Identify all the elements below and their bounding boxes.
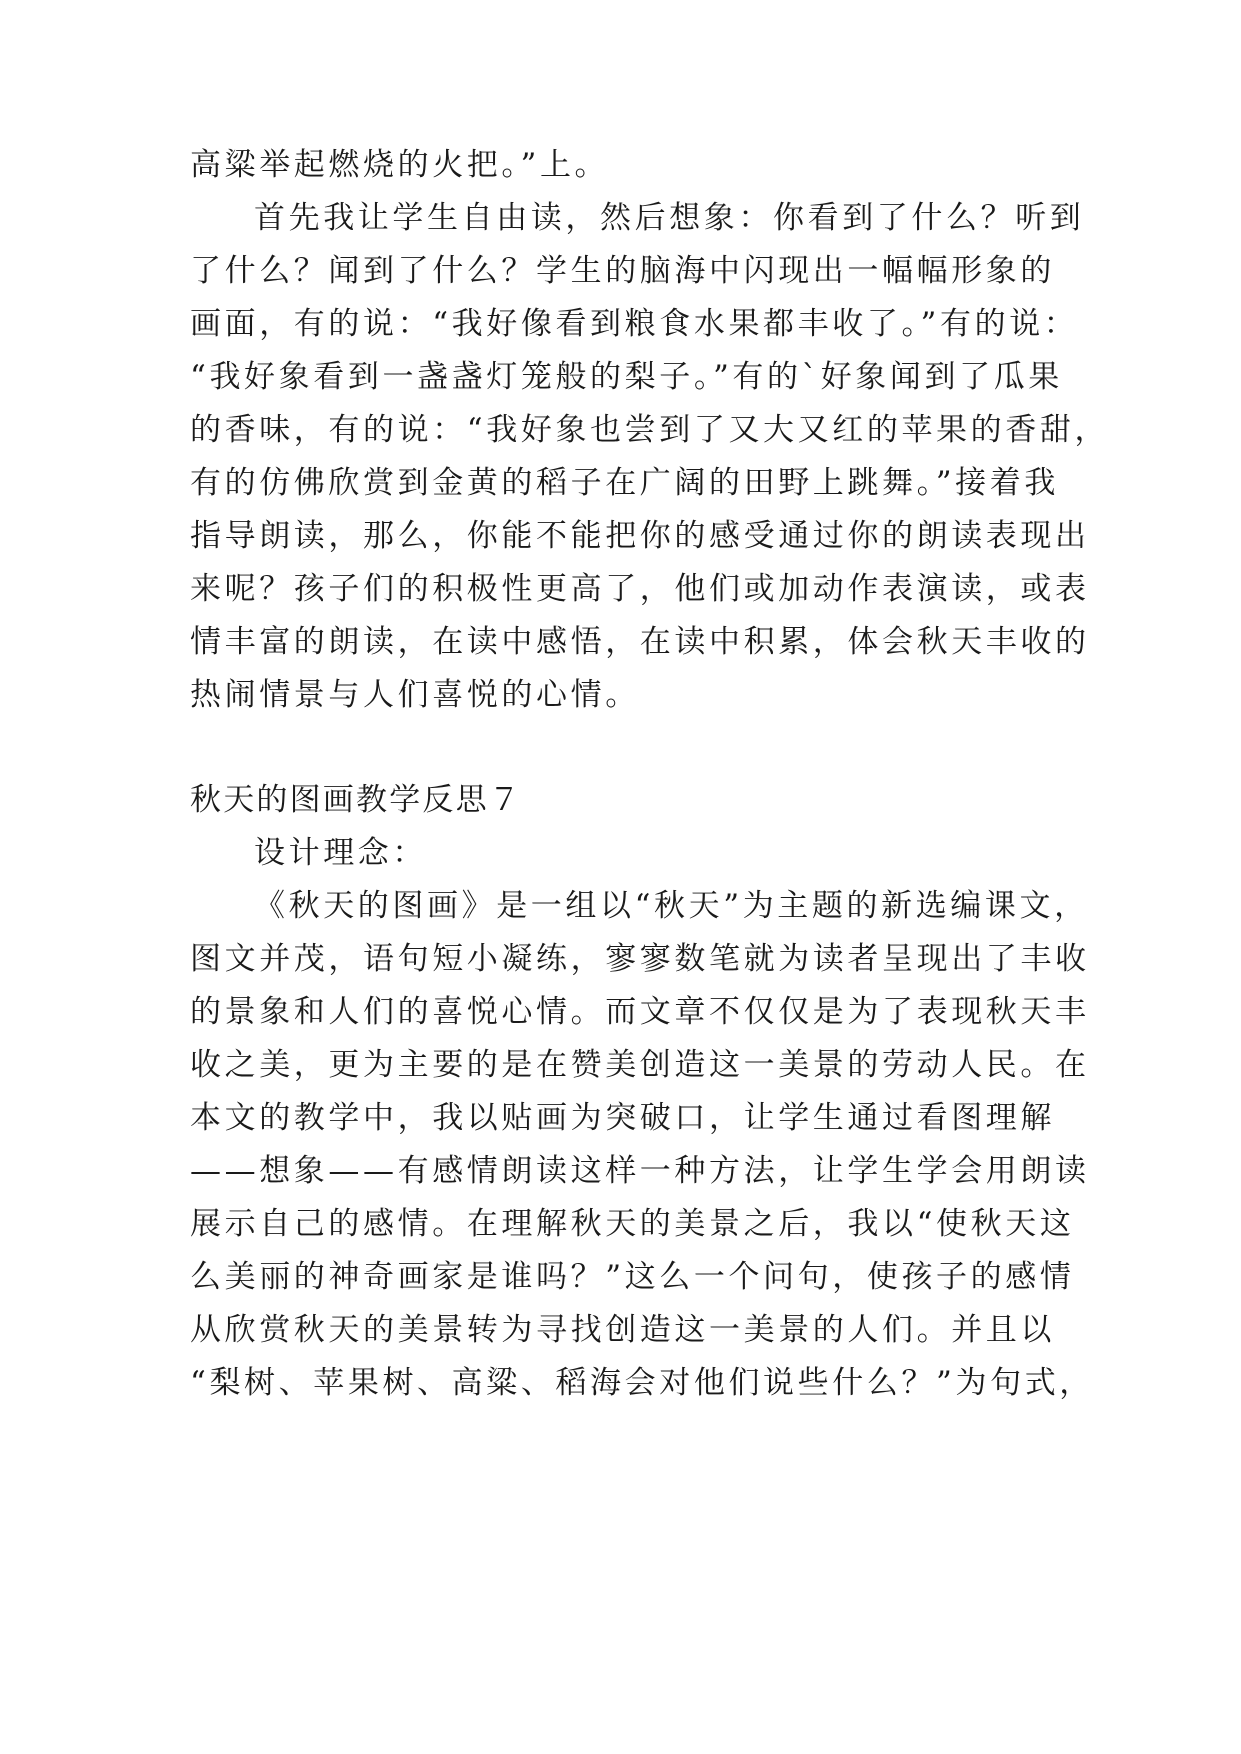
paragraph-line: 本文的教学中，我以贴画为突破口，让学生通过看图理解 (190, 1100, 1055, 1136)
paragraph-line: 图文并茂，语句短小凝练，寥寥数笔就为读者呈现出了丰收 (190, 941, 1090, 977)
paragraph-line: 展示自己的感情。在理解秋天的美景之后，我以“使秋天这 (190, 1206, 1075, 1242)
paragraph-line: 来呢？孩子们的积极性更高了，他们或加动作表演读，或表 (190, 571, 1090, 607)
paragraph-line: “梨树、苹果树、高粱、稻海会对他们说些什么？”为句式， (190, 1365, 1094, 1401)
paragraph-line: 热闹情景与人们喜悦的心情。 (190, 677, 640, 713)
paragraph-line: 么美丽的神奇画家是谁吗？”这么一个问句，使孩子的感情 (190, 1259, 1075, 1295)
paragraph-line: 从欣赏秋天的美景转为寻找创造这一美景的人们。并且以 (190, 1312, 1055, 1348)
section-subtitle: 设计理念： (254, 835, 427, 871)
paragraph-line: 了什么？闻到了什么？学生的脑海中闪现出一幅幅形象的 (190, 253, 1055, 289)
paragraph-line: 指导朗读，那么，你能不能把你的感受通过你的朗读表现出 (190, 518, 1090, 554)
paragraph-line: 收之美，更为主要的是在赞美创造这一美景的劳动人民。在 (190, 1047, 1090, 1083)
paragraph-line: 有的仿佛欣赏到金黄的稻子在广阔的田野上跳舞。”接着我 (190, 465, 1059, 501)
section-title: 秋天的图画教学反思７ (190, 782, 522, 818)
paragraph-line: 首先我让学生自由读，然后想象：你看到了什么？听到 (254, 200, 1085, 236)
paragraph-line: 的香味，有的说：“我好象也尝到了又大又红的苹果的香甜， (190, 412, 1110, 448)
paragraph-line: 画面，有的说：“我好像看到粮食水果都丰收了。”有的说： (190, 306, 1079, 342)
paragraph-line: 高粱举起燃烧的火把。”上。 (190, 147, 610, 183)
paragraph-line: 情丰富的朗读，在读中感悟，在读中积累，体会秋天丰收的 (190, 624, 1090, 660)
paragraph-line: “我好象看到一盏盏灯笼般的梨子。”有的`好象闻到了瓜果 (190, 359, 1063, 395)
paragraph-line: ——想象——有感情朗读这样一种方法，让学生学会用朗读 (190, 1153, 1090, 1189)
paragraph-line: 的景象和人们的喜悦心情。而文章不仅仅是为了表现秋天丰 (190, 994, 1090, 1030)
paragraph-line: 《秋天的图画》是一组以“秋天”为主题的新选编课文， (254, 888, 1089, 924)
